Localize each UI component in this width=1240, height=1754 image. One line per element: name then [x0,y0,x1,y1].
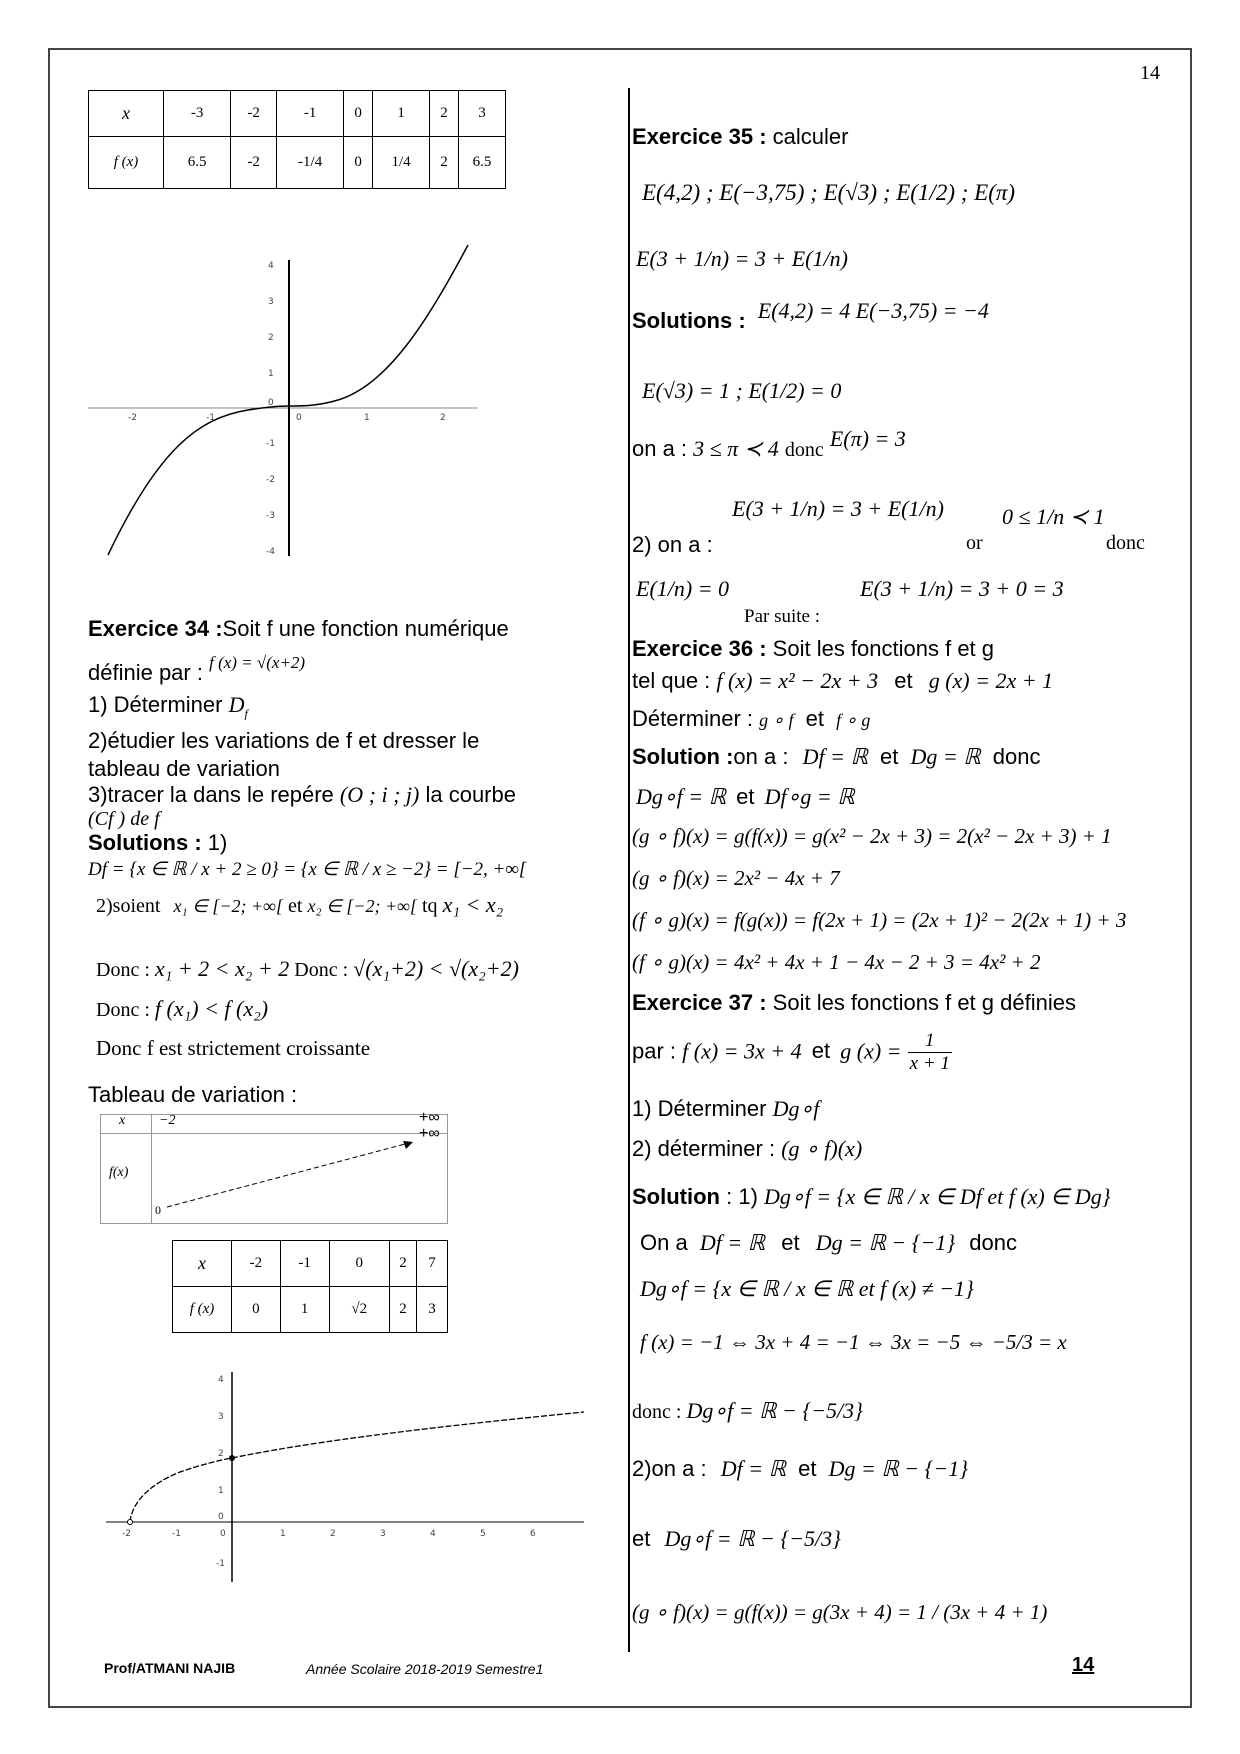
table1-x-label: x [89,91,164,137]
graph2-xtick: 4 [430,1529,436,1539]
ex34-q3c: (Cf ) de f [88,808,160,830]
table2-f-cell: 0 [232,1287,281,1333]
vt-arrow [101,1115,447,1223]
ex37-g-den: x + 1 [909,1053,950,1074]
ex35-sol-title: Solutions : [632,308,746,333]
ex34-q1-math: D [228,692,245,717]
table2-f-cell: √2 [329,1287,389,1333]
ex34-s2-ineq: x₁ < x₂ [442,892,504,917]
ex37-p2: 2)on a : [632,1456,707,1481]
ex35-s3a: on a : [632,436,688,461]
vt-inf: +∞ [419,1125,440,1142]
ex34-s2: 2)soient [96,895,161,917]
graph1-xtick: 0 [296,413,302,423]
ex37-g-frac [908,1030,952,1075]
ex37-g-lhs: g (x) = [840,1038,902,1064]
table2-x-label: x [173,1241,232,1287]
ex37-dgof2: Dg∘f = {x ∈ ℝ / x ∈ ℝ et f (x) ≠ −1} [640,1276,974,1301]
ex37-q2-line [632,1136,862,1162]
ex34-s2-tq: tq [422,895,438,917]
table1-f-cell: 1/4 [373,137,430,189]
ex37-p2-et: et [798,1456,817,1481]
ex35-title: Exercice 35 : [632,124,767,149]
ex36-sol-line [632,744,1041,770]
ex37-et: et [811,1038,831,1064]
ex36-det-line [632,706,870,732]
ex37-donc: donc [969,1230,1018,1255]
graph-1 [88,240,488,560]
ex37-q1-line [632,1096,819,1122]
ex37-p2-et: et [632,1526,651,1551]
graph1-xtick: -1 [206,413,215,423]
ex34-step2 [96,892,503,918]
ex37-par-line [632,1030,952,1075]
ex37-dg: Dg = ℝ − {−1} [815,1230,956,1255]
ex34-donc: Donc : [294,959,349,981]
ex37-ona: On a [640,1230,688,1255]
ex35-s4d: 0 ≤ 1/n ≺ 1 [1002,504,1105,529]
table2-x-cell: -2 [232,1241,281,1287]
graph1-ytick: 0 [268,398,274,408]
ex35-s2: E(√3) = 1 ; E(1/2) = 0 [642,378,842,403]
footer-year: Année Scolaire 2018-2019 Semestre1 [306,1661,544,1677]
page-number-bottom: 14 [1072,1654,1095,1676]
ex34-donc: Donc : [96,999,150,1021]
ex35-sol-line [632,298,989,334]
ex36-title-line [632,636,994,662]
ex34-q1-line: 1) Déterminer $D_f$ [88,692,248,721]
vt-zero: 0 [155,1203,161,1217]
ex35-title-line [632,124,848,150]
ex34-q3-line [88,782,516,808]
graph1-ytick: -1 [266,439,275,449]
ex36-l2: (g ∘ f)(x) = 2x² − 4x + 7 [632,866,840,890]
ex36-intro: Soit les fonctions f et g [772,636,995,661]
ex35-line1: E(4,2) ; E(−3,75) ; E(√3) ; E(1/2) ; E(π) [642,180,1016,205]
table2-fx-label: f (x) [173,1287,232,1333]
ex37-title-line [632,990,1076,1016]
ex37-par: par : [632,1038,677,1064]
table2-x-cell: 2 [390,1241,417,1287]
ex36-sol-intro: on a : [733,744,789,769]
ex37-donc2: donc : [632,1401,682,1423]
graph1-ytick: -4 [266,547,275,557]
ex34-d2: √(x₁+2) < √(x₂+2) [353,956,519,981]
ex36-title: Exercice 36 : [632,636,767,661]
ex37-title: Exercice 37 : [632,990,767,1015]
ex35-intro: calculer [772,124,849,149]
table2-x-cell: 7 [417,1241,448,1287]
graph2-ytick: 3 [218,1412,224,1422]
ex34-fx: f (x) = √(x+2) [209,653,306,672]
ex36-l3: (f ∘ g)(x) = f(g(x)) = f(2x + 1) = (2x + 1)² − 2(2x + 1) + 3 [632,908,1127,932]
table1-f-cell: 2 [430,137,459,189]
ex36-gof: g ∘ f [759,710,794,730]
ex36-donc: donc [992,744,1041,769]
ex34-q3b: la courbe [425,782,516,807]
ex34-intro: Soit f une fonction numérique [222,616,509,641]
ex34-q3a: 3)tracer la dans le repére [88,782,334,807]
ex36-det: Déterminer : [632,706,754,731]
value-table-2 [172,1240,448,1333]
graph2-ytick: 1 [218,1486,224,1496]
ex37-dgof-def: Dg∘f = {x ∈ ℝ / x ∈ Df et f (x) ∈ Dg} [764,1184,1111,1209]
ex37-last: (g ∘ f)(x) = g(f(x)) = g(3x + 4) = 1 / (3x + 4 + 1) [632,1600,1048,1624]
graph1-ytick: 2 [268,333,274,343]
graph2-ytick: 2 [218,1449,224,1459]
ex35-s5a: E(1/n) = 0 [636,576,730,601]
ex36-et: et [894,668,913,693]
table1-x-cell: -3 [164,91,231,137]
ex35-s3b: 3 ≤ π ≺ 4 [693,436,779,461]
ex37-p2-dg: Dg = ℝ − {−1} [828,1456,969,1481]
table1-f-cell: -2 [231,137,277,189]
graph2-xtick: 2 [330,1529,336,1539]
ex34-def: définie par : [88,660,203,685]
graph2-start-point [128,1520,133,1525]
ex37-res1: Dg∘f = ℝ − {−5/3} [686,1398,863,1423]
ex34-donc: Donc : [96,959,150,981]
table1-fx-label: f (x) [89,137,164,189]
vt-fx-label: f(x) [109,1165,129,1180]
graph2-xtick: 5 [480,1529,486,1539]
ex36-sol-title: Solution : [632,744,734,769]
ex37-q2-math: (g ∘ f)(x) [781,1136,863,1161]
ex36-dfog: Df∘g = ℝ [764,784,855,809]
ex36-dgof: Dg∘f = ℝ [636,784,727,809]
ex34-donc-line2 [96,996,268,1022]
ex34-s2-x1: x₁ ∈ [−2; +∞[ [173,896,283,916]
graph2-ytick: 4 [218,1375,224,1385]
ex34-conclusion: Donc f est strictement croissante [96,1036,371,1060]
ex34-def-line [88,653,306,686]
ex35-s4e: donc [1106,532,1145,554]
graph2-xtick: 0 [220,1529,226,1539]
ex34-s2-x2: x₂ ∈ [−2; +∞[ [307,896,417,916]
ex37-sol-line [632,1184,1111,1210]
ex34-d3: f (x₁) < f (x₂) [154,996,269,1021]
table2-x-cell: 0 [329,1241,389,1287]
ex34-sol-1: 1) [207,830,228,855]
graph2-xtick: 6 [530,1529,536,1539]
ex34-q2a: 2)étudier les variations de f et dresser le [88,728,480,753]
graph2-point [229,1455,235,1461]
ex35-s3d: E(π) = 3 [829,426,906,451]
ex37-p2-line [632,1456,968,1482]
graph2-curve [130,1412,584,1522]
ex35-s3c: donc [784,439,824,461]
ex37-ona-line [640,1230,1017,1256]
table1-x-cell: -1 [277,91,344,137]
table1-x-cell: -2 [231,91,277,137]
ex35-s4b: E(3 + 1/n) = 3 + E(1/n) [732,496,944,521]
graph1-xtick: 2 [440,413,446,423]
graph1-xtick: -2 [128,413,137,423]
variation-table [100,1109,448,1224]
graph1-ytick: 4 [268,261,274,271]
table2-f-cell: 3 [417,1287,448,1333]
ex37-q2: 2) déterminer : [632,1136,776,1161]
ex34-s2-et: et [288,895,303,917]
ex36-fog: f ∘ g [836,710,871,730]
ex34-sol-title: Solutions : [88,830,202,855]
ex36-f: f (x) = x² − 2x + 3 [716,668,879,693]
graph2-ytick: -1 [216,1559,225,1569]
ex37-f: f (x) = 3x + 4 [682,1038,802,1064]
table1-x-cell: 1 [373,91,430,137]
graph1-ytick: 1 [268,369,274,379]
graph-2 [100,1372,590,1592]
ex34-q2b: tableau de variation [88,756,281,781]
graph2-xtick: 3 [380,1529,386,1539]
ex35-s5c: E(3 + 1/n) = 3 + 0 = 3 [860,576,1064,601]
ex36-et: et [805,706,824,731]
table1-f-cell: 6.5 [459,137,506,189]
graph2-xtick: -2 [122,1529,131,1539]
ex34-df: Df = {x ∈ ℝ / x + 2 ≥ 0} = {x ∈ ℝ / x ≥ −2} = [−2, +∞[ [88,859,527,880]
ex37-res2: Dg∘f = ℝ − {−5/3} [664,1526,841,1551]
graph2-ytick: 0 [218,1512,224,1522]
ex36-tel-line [632,668,1053,694]
ex36-tel: tel que : [632,668,711,693]
table1-f-cell: 0 [344,137,373,189]
ex36-et: et [736,784,755,809]
table2-x-cell: -1 [280,1241,329,1287]
ex36-dg: Dg = ℝ [910,744,981,769]
table1-f-cell: -1/4 [277,137,344,189]
ex36-l1: (g ∘ f)(x) = g(f(x)) = g(x² − 2x + 3) = 2(x² − 2x + 3) + 1 [632,824,1112,848]
graph2-xtick: 1 [280,1529,286,1539]
column-divider [628,88,630,1652]
ex35-s4a: 2) on a : [632,532,713,557]
ex37-g-num: 1 [908,1030,952,1053]
ex37-donc2-line [632,1398,863,1424]
ex34-title-line [88,616,509,642]
ex37-sol-1: : 1) [726,1184,758,1209]
page-number-top: 14 [1140,62,1160,84]
ex35-s1: E(4,2) = 4 E(−3,75) = −4 [757,298,989,323]
ex35-s3-line [632,426,906,462]
footer-author: Prof/ATMANI NAJIB [104,1660,236,1676]
ex37-q1: 1) Déterminer [632,1096,767,1121]
ex34-title: Exercice 34 : [88,616,223,641]
value-table-1 [88,90,506,189]
ex37-et: et [781,1230,800,1255]
ex37-p2-df: Df = ℝ [720,1456,787,1481]
ex35-line2: E(3 + 1/n) = 3 + E(1/n) [636,246,848,271]
ex37-sol-title: Solution [632,1184,720,1209]
ex34-q1: 1) Déterminer [88,692,223,717]
vt-inf-top: +∞ [419,1109,440,1126]
ex37-intro: Soit les fonctions f et g définies [772,990,1076,1015]
ex34-q3-math: (O ; i ; j) [339,782,420,807]
ex34-solutions-line [88,830,227,856]
table1-x-cell: 0 [344,91,373,137]
graph2-xtick: -1 [172,1529,181,1539]
graph1-ytick: -2 [266,475,275,485]
ex37-df: Df = ℝ [699,1230,766,1255]
ex34-donc-line1 [96,956,519,982]
ex36-et: et [880,744,899,769]
vt-start: −2 [159,1113,176,1128]
ex37-res2-line [632,1526,841,1552]
ex36-g: g (x) = 2x + 1 [928,668,1054,693]
ex34-tv-title: Tableau de variation : [88,1082,298,1107]
graph1-ytick: 3 [268,297,274,307]
ex36-df: Df = ℝ [802,744,868,769]
table1-f-cell: 6.5 [164,137,231,189]
ex36-domains-line [636,784,855,810]
ex35-s4c: or [966,532,983,554]
ex36-l4: (f ∘ g)(x) = 4x² + 4x + 1 − 4x − 2 + 3 = 4x² + 2 [632,950,1041,974]
ex37-q1-math: Dg∘f [772,1096,820,1121]
graph1-xtick: 1 [364,413,370,423]
vt-x-label: x [119,1113,126,1128]
ex37-eq: f (x) = −1 ⇔ 3x + 4 = −1 ⇔ 3x = −5 ⇔ −5/3 = x [640,1330,1067,1354]
table2-f-cell: 1 [280,1287,329,1333]
ex35-s5b: Par suite : [744,606,820,627]
ex34-d1: x₁ + 2 < x₂ + 2 [154,956,290,981]
table1-x-cell: 3 [459,91,506,137]
graph1-ytick: -3 [266,511,275,521]
table1-x-cell: 2 [430,91,459,137]
table2-f-cell: 2 [390,1287,417,1333]
